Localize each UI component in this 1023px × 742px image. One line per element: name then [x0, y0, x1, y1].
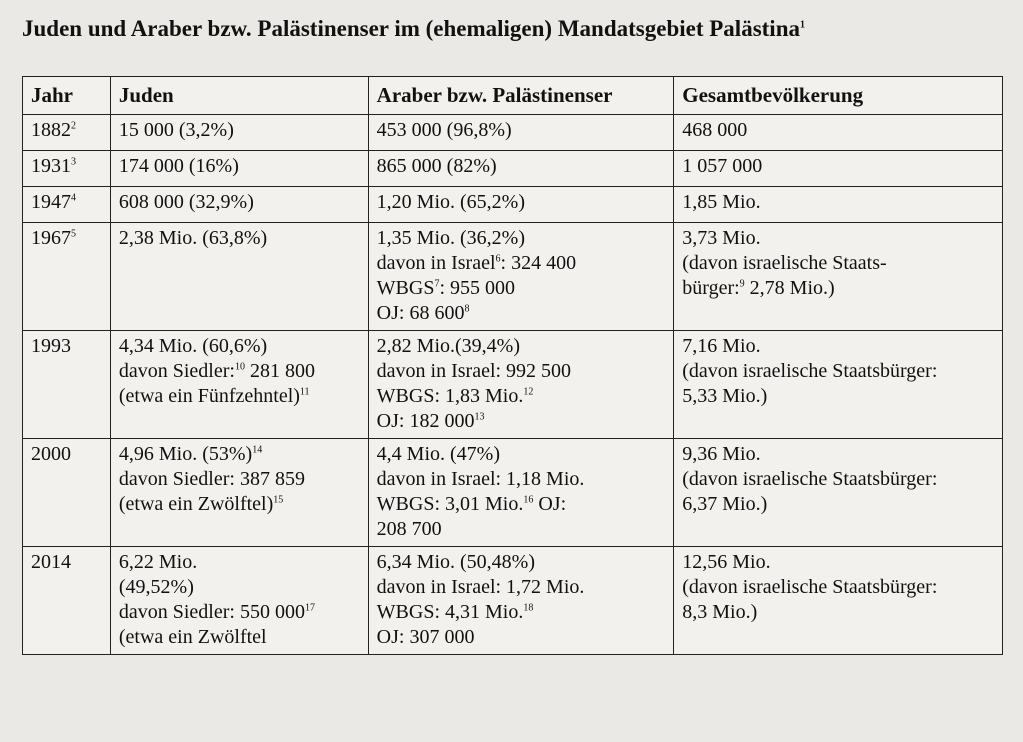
cell-arabs-line — [377, 575, 666, 600]
cell-text: (davon israelische Staats- — [682, 252, 887, 274]
cell-text: davon Siedler: — [118, 360, 235, 382]
cell-total-line — [682, 190, 994, 215]
cell-text: davon Siedler: 387 859 — [118, 468, 305, 490]
cell-total — [674, 439, 1003, 547]
cell-jews — [110, 331, 368, 439]
footnote-marker: 3 — [71, 156, 76, 168]
table-body — [23, 115, 1003, 655]
header-arabs: Araber bzw. Palästinenser — [368, 77, 674, 115]
table-row — [23, 115, 1003, 151]
footnote-marker: 4 — [71, 192, 76, 204]
cell-total-line — [682, 276, 994, 301]
cell-jews-line — [119, 118, 360, 143]
cell-jews-line — [119, 334, 360, 359]
cell-text: 1 057 000 — [682, 155, 763, 177]
footnote-marker: 17 — [304, 602, 315, 614]
cell-total-line — [682, 334, 994, 359]
footnote-marker: 5 — [71, 228, 76, 240]
cell-year — [23, 439, 111, 547]
cell-arabs — [368, 187, 674, 223]
footnote-marker: 6 — [495, 253, 501, 265]
cell-text: 453 000 (96,8%) — [376, 119, 512, 141]
footnote-marker: 14 — [252, 444, 263, 456]
cell-text: (davon israelische Staatsbürger: — [682, 468, 938, 490]
cell-total-line — [682, 118, 994, 143]
cell-text: 468 000 — [682, 119, 748, 141]
cell-year — [23, 223, 111, 331]
table-title — [22, 16, 805, 42]
cell-arabs — [368, 223, 674, 331]
cell-arabs-line — [377, 517, 666, 542]
footnote-marker: 16 — [523, 494, 534, 506]
cell-arabs-line — [377, 276, 666, 301]
cell-text: 12,56 Mio. — [682, 551, 771, 573]
cell-total-line — [682, 575, 994, 600]
cell-arabs-line — [377, 118, 666, 143]
year-value: 2000 — [31, 443, 71, 465]
cell-total-line — [682, 600, 994, 625]
footnote-marker: 11 — [299, 386, 310, 398]
cell-total-line — [682, 442, 994, 467]
footnote-marker: 9 — [739, 278, 745, 290]
cell-arabs — [368, 151, 674, 187]
cell-jews — [110, 187, 368, 223]
cell-text: 4,34 Mio. (60,6%) — [118, 335, 268, 357]
cell-total — [674, 151, 1003, 187]
cell-arabs-line — [377, 625, 666, 650]
table-row — [23, 331, 1003, 439]
cell-arabs — [368, 331, 674, 439]
cell-arabs-line — [377, 600, 666, 625]
cell-text: 4,96 Mio. (53%) — [118, 443, 253, 465]
cell-text: WBGS: 1,83 Mio. — [376, 385, 524, 407]
year-value: 1993 — [31, 335, 71, 357]
cell-year — [23, 331, 111, 439]
cell-jews-line — [119, 492, 360, 517]
cell-arabs — [368, 547, 674, 655]
cell-text-suffix: : 324 400 — [500, 252, 577, 274]
cell-total-line — [682, 384, 994, 409]
cell-jews-line — [119, 190, 360, 215]
table-header-row — [23, 77, 1003, 115]
cell-arabs-line — [377, 226, 666, 251]
cell-text: (etwa ein Fünfzehntel) — [118, 385, 300, 407]
header-total: Gesamtbevölkerung — [674, 77, 1003, 115]
cell-jews-line — [119, 550, 360, 575]
cell-text: (davon israelische Staatsbürger: — [682, 576, 938, 598]
table-title-text: Juden und Araber bzw. Palästinenser im (ehemaligen) Mandatsgebiet Palästina — [22, 16, 800, 41]
cell-text: davon in Israel: 992 500 — [376, 360, 572, 382]
year-value: 2014 — [31, 551, 71, 573]
cell-total-line — [682, 467, 994, 492]
footnote-marker: 18 — [523, 602, 534, 614]
cell-text-suffix: OJ: — [533, 493, 567, 515]
cell-total-line — [682, 251, 994, 276]
year-value: 1931 — [31, 155, 71, 177]
cell-text: 3,73 Mio. — [682, 227, 761, 249]
cell-text: 174 000 (16%) — [118, 155, 239, 177]
cell-text: OJ: 307 000 — [376, 626, 475, 648]
cell-arabs-line — [377, 190, 666, 215]
cell-jews-line — [119, 154, 360, 179]
table-title-footnote: 1 — [799, 19, 805, 31]
cell-jews-line — [119, 625, 360, 650]
cell-text: (davon israelische Staatsbürger: — [682, 360, 938, 382]
header-jews: Juden — [110, 77, 368, 115]
cell-jews-line — [119, 575, 360, 600]
cell-total-line — [682, 492, 994, 517]
cell-arabs-line — [377, 359, 666, 384]
cell-text: 2,82 Mio.(39,4%) — [376, 335, 520, 357]
cell-jews-line — [119, 442, 360, 467]
cell-text: 6,37 Mio.) — [682, 493, 768, 515]
cell-jews — [110, 151, 368, 187]
cell-arabs-line — [377, 251, 666, 276]
footnote-marker: 12 — [523, 386, 534, 398]
cell-arabs-line — [377, 550, 666, 575]
cell-total — [674, 331, 1003, 439]
cell-text: 6,34 Mio. (50,48%) — [376, 551, 535, 573]
cell-jews-line — [119, 359, 360, 384]
cell-text: 2,38 Mio. (63,8%) — [118, 227, 268, 249]
cell-text: 865 000 (82%) — [376, 155, 497, 177]
cell-arabs-line — [377, 154, 666, 179]
cell-jews-line — [119, 600, 360, 625]
cell-arabs-line — [377, 492, 666, 517]
cell-arabs-line — [377, 301, 666, 326]
population-table — [22, 76, 1003, 655]
cell-jews — [110, 115, 368, 151]
cell-total-line — [682, 550, 994, 575]
cell-total — [674, 547, 1003, 655]
cell-year — [23, 547, 111, 655]
cell-arabs-line — [377, 384, 666, 409]
cell-text: 608 000 (32,9%) — [118, 191, 254, 213]
cell-text: (etwa ein Zwölftel — [118, 626, 267, 648]
cell-jews-line — [119, 384, 360, 409]
cell-total — [674, 223, 1003, 331]
table-row — [23, 151, 1003, 187]
cell-text: 1,85 Mio. — [682, 191, 761, 213]
cell-total-line — [682, 226, 994, 251]
cell-text: 1,35 Mio. (36,2%) — [376, 227, 525, 249]
cell-text: WBGS — [376, 277, 435, 299]
table-row — [23, 547, 1003, 655]
footnote-marker: 13 — [474, 411, 485, 423]
cell-text: davon in Israel: 1,18 Mio. — [376, 468, 585, 490]
footnote-marker: 8 — [464, 303, 470, 315]
cell-text: 1,20 Mio. (65,2%) — [376, 191, 525, 213]
year-value: 1947 — [31, 191, 71, 213]
cell-arabs-line — [377, 442, 666, 467]
year-value: 1882 — [31, 119, 71, 141]
cell-text: 9,36 Mio. — [682, 443, 761, 465]
cell-jews-line — [119, 226, 360, 251]
cell-total-line — [682, 359, 994, 384]
cell-jews — [110, 547, 368, 655]
cell-arabs — [368, 439, 674, 547]
cell-arabs — [368, 115, 674, 151]
footnote-marker: 15 — [273, 494, 284, 506]
cell-text-suffix: : 955 000 — [439, 277, 516, 299]
footnote-marker: 10 — [234, 361, 245, 373]
cell-text: (etwa ein Zwölftel) — [118, 493, 274, 515]
cell-arabs-line — [377, 409, 666, 434]
footnote-marker: 7 — [434, 278, 440, 290]
cell-text: WBGS: 3,01 Mio. — [376, 493, 524, 515]
cell-text: OJ: 68 600 — [376, 302, 465, 324]
cell-text: 8,3 Mio.) — [682, 601, 758, 623]
cell-text: 6,22 Mio. — [118, 551, 198, 573]
header-year: Jahr — [23, 77, 111, 115]
cell-jews — [110, 223, 368, 331]
cell-text: 7,16 Mio. — [682, 335, 761, 357]
cell-text-suffix: 2,78 Mio.) — [744, 277, 835, 299]
cell-text: davon in Israel: 1,72 Mio. — [376, 576, 585, 598]
cell-jews — [110, 439, 368, 547]
cell-text-suffix: 281 800 — [244, 360, 315, 382]
cell-text: 5,33 Mio.) — [682, 385, 768, 407]
cell-text: bürger: — [682, 277, 740, 299]
cell-total — [674, 115, 1003, 151]
cell-text: davon Siedler: 550 000 — [118, 601, 305, 623]
cell-arabs-line — [377, 467, 666, 492]
cell-year — [23, 151, 111, 187]
year-value: 1967 — [31, 227, 71, 249]
cell-year — [23, 187, 111, 223]
table-row — [23, 223, 1003, 331]
cell-total — [674, 187, 1003, 223]
cell-arabs-line — [377, 334, 666, 359]
cell-total-line — [682, 154, 994, 179]
cell-year — [23, 115, 111, 151]
cell-text: (49,52%) — [118, 576, 194, 598]
cell-text: 15 000 (3,2%) — [118, 119, 234, 141]
cell-jews-line — [119, 467, 360, 492]
footnote-marker: 2 — [71, 120, 76, 132]
cell-text: WBGS: 4,31 Mio. — [376, 601, 524, 623]
cell-text: OJ: 182 000 — [376, 410, 475, 432]
cell-text: davon in Israel — [376, 252, 496, 274]
cell-text: 208 700 — [376, 518, 442, 540]
table-row — [23, 187, 1003, 223]
table-row — [23, 439, 1003, 547]
cell-text: 4,4 Mio. (47%) — [376, 443, 500, 465]
